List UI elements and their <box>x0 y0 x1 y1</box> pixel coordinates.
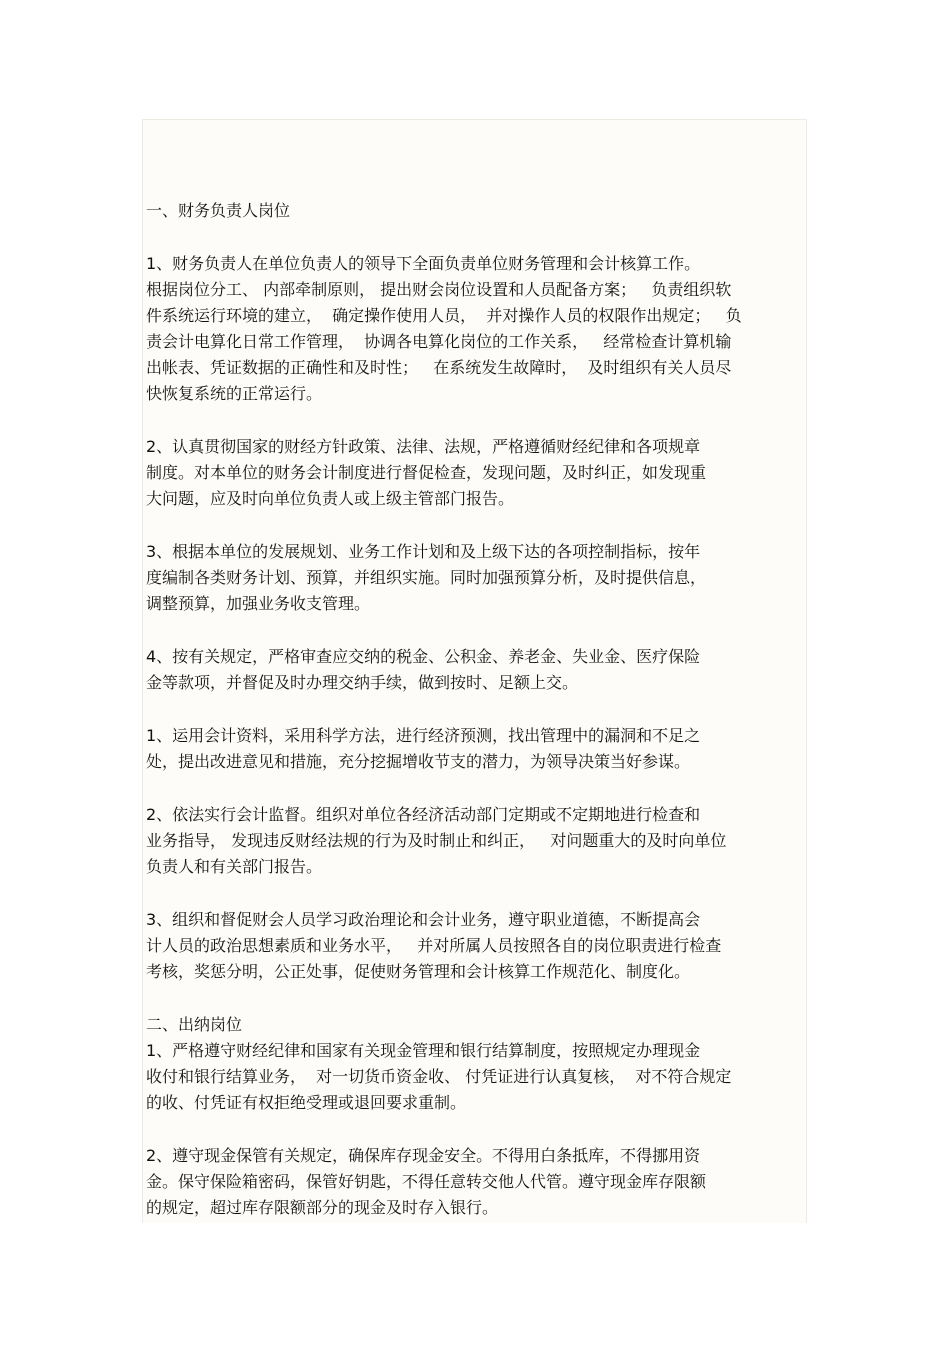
text-line: 1、运用会计资料，采用科学方法，进行经济预测，找出管理中的漏洞和不足之 <box>146 726 701 745</box>
text-line: 业务指导， 发现违反财经法规的行为及时制止和纠正， 对问题重大的及时向单位 <box>146 831 727 850</box>
text-line: 度编制各类财务计划、预算，并组织实施。同时加强预算分析，及时提供信息， <box>146 568 707 587</box>
text-line: 3、根据本单位的发展规划、业务工作计划和及上级下达的各项控制指标，按年 <box>146 542 701 561</box>
text-line: 出帐表、凭证数据的正确性和及时性； 在系统发生故障时， 及时组织有关人员尽 <box>146 358 732 377</box>
text-line: 1、财务负责人在单位负责人的领导下全面负责单位财务管理和会计核算工作。 <box>146 254 701 273</box>
text-line: 2、依法实行会计监督。组织对单位各经济活动部门定期或不定期地进行检查和 <box>146 805 701 824</box>
section-heading: 一、财务负责人岗位 <box>146 201 291 220</box>
text-line: 根据岗位分工、 内部牵制原则， 提出财会岗位设置和人员配备方案； 负责组织软 <box>146 280 732 299</box>
text-line: 负责人和有关部门报告。 <box>146 857 323 876</box>
text-line: 计人员的政治思想素质和业务水平， 并对所属人员按照各自的岗位职责进行检查 <box>146 936 722 955</box>
text-line: 收付和银行结算业务， 对一切货币资金收、 付凭证进行认真复核， 对不符合规定 <box>146 1067 732 1086</box>
text-line: 制度。对本单位的财务会计制度进行督促检查，发现问题，及时纠正，如发现重 <box>146 463 707 482</box>
paragraph <box>146 802 810 880</box>
paragraph <box>146 434 810 512</box>
text-line: 金等款项，并督促及时办理交纳手续，做到按时、足额上交。 <box>146 673 579 692</box>
text-line: 责会计电算化日常工作管理， 协调各电算化岗位的工作关系， 经常检查计算机输 <box>146 332 732 351</box>
text-line: 快恢复系统的正常运行。 <box>146 384 323 403</box>
text-line: 处，提出改进意见和措施，充分挖掘增收节支的潜力，为领导决策当好参谋。 <box>146 752 691 771</box>
section-heading: 二、出纳岗位 <box>146 1015 243 1034</box>
text-line: 的规定，超过库存限额部分的现金及时存入银行。 <box>146 1198 499 1217</box>
text-line: 金。保守保险箱密码，保管好钥匙，不得任意转交他人代管。遵守现金库存限额 <box>146 1172 707 1191</box>
heading-cashier <box>146 1012 810 1038</box>
paragraph <box>146 1038 810 1116</box>
text-line: 1、严格遵守财经纪律和国家有关现金管理和银行结算制度，按照规定办理现金 <box>146 1041 701 1060</box>
text-line: 4、按有关规定，严格审查应交纳的税金、公积金、养老金、失业金、医疗保险 <box>146 647 701 666</box>
text-line: 2、遵守现金保管有关规定，确保库存现金安全。不得用白条抵库，不得挪用资 <box>146 1146 701 1165</box>
paragraph <box>146 723 810 775</box>
text-line: 考核，奖惩分明，公正处事，促使财务管理和会计核算工作规范化、制度化。 <box>146 962 691 981</box>
text-line: 件系统运行环境的建立， 确定操作使用人员， 并对操作人员的权限作出规定； 负 <box>146 306 742 325</box>
text-line: 2、认真贯彻国家的财经方针政策、法律、法规，严格遵循财经纪律和各项规章 <box>146 437 701 456</box>
document-page <box>142 119 807 1223</box>
paragraph <box>146 644 810 696</box>
heading-finance-head <box>146 198 810 224</box>
paragraph <box>146 539 810 617</box>
paragraph <box>146 251 810 407</box>
paragraph <box>146 1143 810 1221</box>
text-line: 的收、付凭证有权拒绝受理或退回要求重制。 <box>146 1093 467 1112</box>
text-line: 大问题，应及时向单位负责人或上级主管部门报告。 <box>146 489 515 508</box>
text-line: 调整预算，加强业务收支管理。 <box>146 594 371 613</box>
text-line: 3、组织和督促财会人员学习政治理论和会计业务，遵守职业道德，不断提高会 <box>146 910 701 929</box>
document-body <box>146 198 810 1221</box>
paragraph <box>146 907 810 985</box>
